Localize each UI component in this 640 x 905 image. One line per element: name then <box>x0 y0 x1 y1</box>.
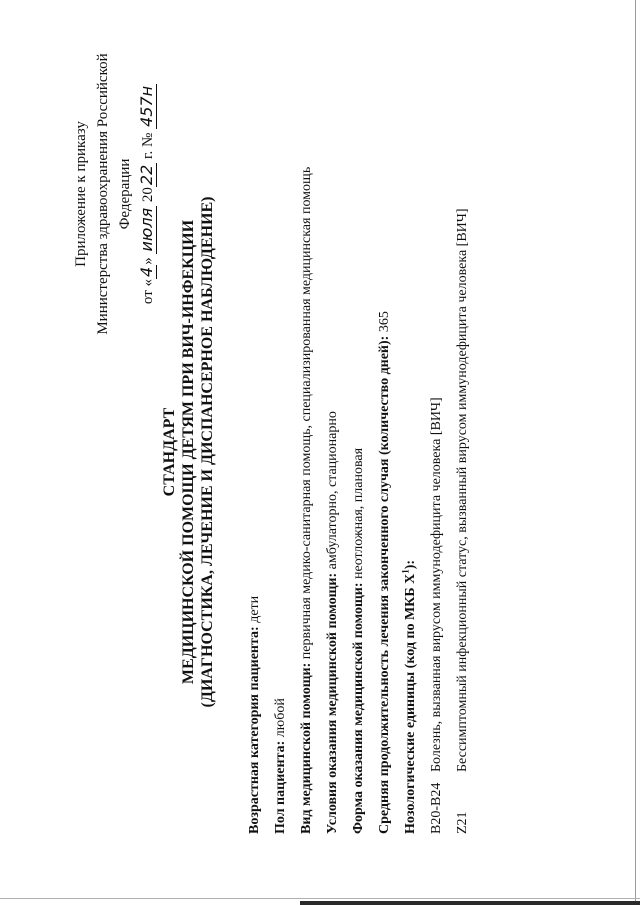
footnote-marker: 1 <box>400 569 411 574</box>
handwritten-year: 22 <box>137 164 156 186</box>
age-category-label: Возрастная категория пациента: <box>247 626 262 834</box>
patient-sex-row <box>268 44 294 834</box>
care-conditions-label: Условия оказания медицинской помощи: <box>325 572 340 834</box>
care-form-row <box>346 44 372 834</box>
scan-edge-right <box>635 0 636 905</box>
nosology-row <box>424 44 450 834</box>
nosology-code: B20-B24 <box>429 782 444 834</box>
scan-shadow-bottom <box>300 901 640 905</box>
care-form-label: Форма оказания медицинской помощи: <box>351 582 366 834</box>
date-prefix: от « <box>140 278 156 305</box>
title-line-3: (ДИАГНОСТИКА, ЛЕЧЕНИЕ И ДИСПАНСЕРНОЕ НАБЛЮДЕНИЕ) <box>199 196 216 708</box>
care-type-value: первичная медико-санитарная помощь, специализированная медицинская помощь <box>299 166 314 663</box>
age-category-value: дети <box>247 595 262 627</box>
rotated-document <box>20 22 620 882</box>
nosology-heading <box>400 559 418 834</box>
year-prefix: 20 <box>140 187 156 203</box>
nosology-heading-end: ): <box>403 559 418 570</box>
nosology-code: Z21 <box>455 811 470 834</box>
care-conditions-row <box>320 44 346 834</box>
nosology-heading-row <box>398 44 424 834</box>
document-title <box>160 22 217 882</box>
patient-sex-value: любой <box>273 698 288 741</box>
patient-sex-label: Пол пациента: <box>273 740 288 834</box>
nosology-description: Бессимптомный инфекционный статус, вызванный вирусом иммунодефицита человека [ВИЧ] <box>455 208 470 772</box>
date-mid: » <box>140 257 156 265</box>
order-date-line <box>136 44 159 344</box>
number-prefix: г. № <box>140 132 156 159</box>
care-form-value: неотложная, плановая <box>351 447 366 583</box>
standard-fields <box>242 44 476 834</box>
appendix-line-3: Федерации <box>117 158 133 230</box>
handwritten-day: 4 <box>137 266 156 277</box>
appendix-line-1: Приложение к приказу <box>73 121 89 267</box>
scan-edge-bottom <box>0 898 640 899</box>
care-type-row <box>294 44 320 834</box>
nosology-description: Болезнь, вызванная вирусом иммунодефицита человека [ВИЧ] <box>429 397 444 772</box>
title-line-1: СТАНДАРТ <box>161 407 178 497</box>
treatment-duration-value: 365 <box>377 311 392 336</box>
care-conditions-value: амбулаторно, стационарно <box>325 411 340 573</box>
title-line-2: МЕДИЦИНСКОЙ ПОМОЩИ ДЕТЯМ ПРИ ВИЧ-ИНФЕКЦИИ <box>180 219 197 685</box>
appendix-line-2: Министерства здравоохранения Российской <box>95 53 111 335</box>
handwritten-order-number: 457н <box>137 85 156 127</box>
nosology-heading-text: Нозологические единицы (код по МКБ X <box>403 573 418 834</box>
care-type-label: Вид медицинской помощи: <box>299 662 314 834</box>
treatment-duration-label: Средняя продолжительность лечения законченного случая (количество дней): <box>377 335 392 834</box>
age-category-row <box>242 44 268 834</box>
treatment-duration-row <box>372 44 398 834</box>
nosology-row <box>450 44 476 834</box>
handwritten-month: июля <box>137 207 156 252</box>
appendix-header <box>70 44 159 344</box>
